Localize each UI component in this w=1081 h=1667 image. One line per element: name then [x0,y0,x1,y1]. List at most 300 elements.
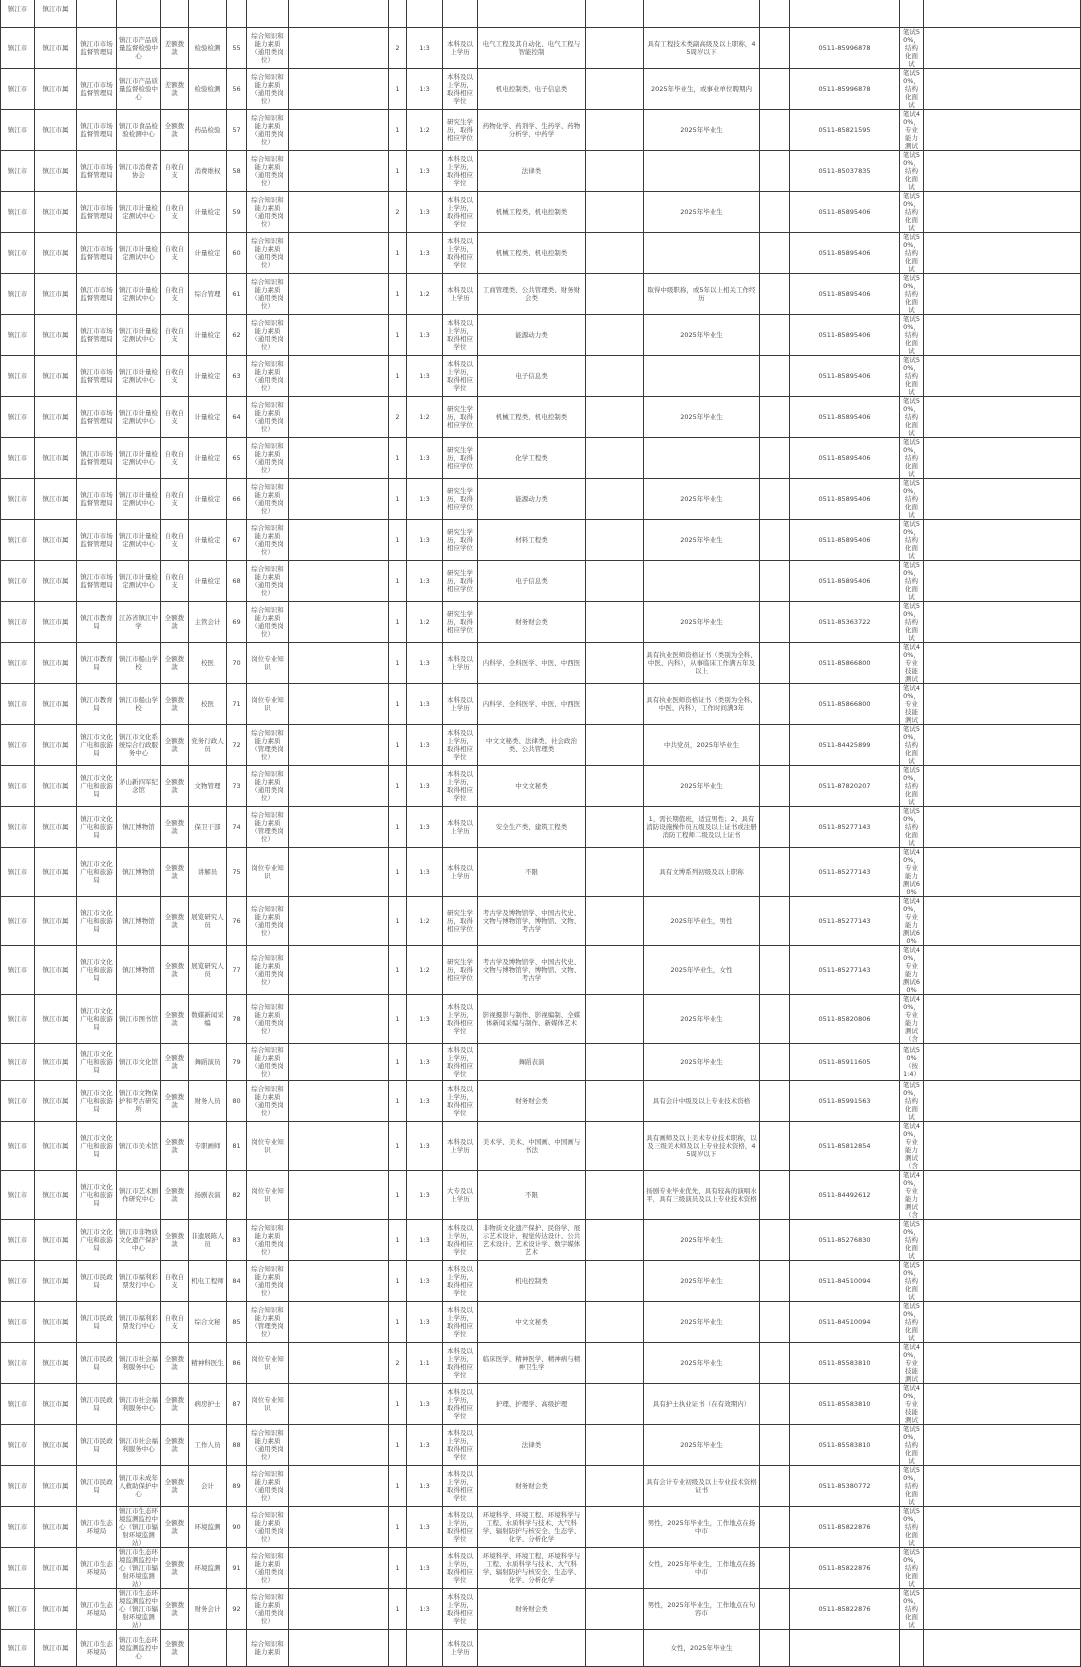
cell-blank-b [586,684,644,725]
cell-major: 机电控制类、电子信息类 [478,69,586,110]
cell-department: 镇江市民政局 [77,1425,117,1466]
cell-unit [117,0,161,28]
cell-count: 1 [389,766,407,807]
cell-exam-subject: 综合知识和能力素质（通用类岗位） [247,766,289,807]
cell-blank-a [289,1171,389,1220]
cell-post-name: 财务会计 [189,1589,227,1630]
cell-contact-phone: 0511-85991563 [790,1081,900,1122]
cell-count: 2 [389,28,407,69]
cell-major: 财务财会类 [478,1081,586,1122]
cell-post-name: 综合文秘 [189,1302,227,1343]
table-row [1,602,1081,643]
cell-blank-c [760,1081,790,1122]
table-row [1,69,1081,110]
cell-major: 舞蹈表演 [478,1044,586,1081]
cell-level: 镇江市属 [35,479,77,520]
cell-level: 镇江市属 [35,1171,77,1220]
cell-funding: 全额拨款 [161,1630,189,1667]
table-row [1,315,1081,356]
cell-unit: 镇江市福利彩票发行中心 [117,1302,161,1343]
cell-major: 中文文秘类、法律类、社会政治类、公共管理类 [478,725,586,766]
cell-contact-phone [790,0,900,28]
cell-other-conditions: 2025年毕业生 [644,479,760,520]
table-row [1,848,1081,897]
cell-department: 镇江市市场监督管理局 [77,315,117,356]
cell-blank-b [586,28,644,69]
cell-post-code: 77 [227,946,247,995]
cell-empty [924,356,1081,397]
cell-major: 能源动力类 [478,315,586,356]
cell-other-conditions: 2025年毕业生，男性 [644,897,760,946]
cell-empty [924,1589,1081,1630]
cell-unit: 镇江市计量检定测试中心 [117,233,161,274]
cell-major [478,0,586,28]
cell-exam-ratio: 笔试50%，结构化面试 [900,1261,924,1302]
cell-major: 临床医学、精神医学、精神病与精神卫生学 [478,1343,586,1384]
cell-funding: 全额拨款 [161,1507,189,1548]
table-row [1,684,1081,725]
cell-funding: 全额拨款 [161,946,189,995]
cell-blank-a [289,1122,389,1171]
cell-post-name: 机电工程师 [189,1261,227,1302]
table-row [1,356,1081,397]
cell-city: 镇江市 [1,1630,35,1667]
cell-post-name: 病房护士 [189,1384,227,1425]
cell-count: 1 [389,520,407,561]
cell-blank-a [289,1466,389,1507]
cell-blank-b [586,233,644,274]
cell-other-conditions: 扬剧专业毕业优先，具有较高的演唱水平，具有三级演员及以上专业技术资格 [644,1171,760,1220]
cell-department: 镇江市生态环境局 [77,1589,117,1630]
cell-count: 1 [389,438,407,479]
cell-empty [924,1630,1081,1667]
cell-ratio: 1:3 [407,1425,443,1466]
cell-education: 本科及以上学历 [443,1122,478,1171]
cell-ratio [407,0,443,28]
cell-level: 镇江市属 [35,397,77,438]
cell-contact-phone: 0511-85277143 [790,946,900,995]
cell-city: 镇江市 [1,1548,35,1589]
table-row [1,1384,1081,1425]
cell-city: 镇江市 [1,684,35,725]
cell-blank-b [586,110,644,151]
cell-major: 影视摄影与制作、影视编制、全媒体新闻采编与制作、新媒体艺术 [478,995,586,1044]
cell-major: 中文文秘类 [478,1302,586,1343]
cell-blank-b [586,1343,644,1384]
cell-post-code: 56 [227,69,247,110]
cell-city: 镇江市 [1,356,35,397]
cell-empty [924,561,1081,602]
cell-post-code: 73 [227,766,247,807]
cell-level: 镇江市属 [35,897,77,946]
cell-blank-c [760,1220,790,1261]
cell-empty [924,1548,1081,1589]
cell-major: 电子信息类 [478,356,586,397]
cell-contact-phone: 0511-85812854 [790,1122,900,1171]
cell-city: 镇江市 [1,151,35,192]
cell-ratio: 1:3 [407,1171,443,1220]
cell-city: 镇江市 [1,807,35,848]
cell-count: 1 [389,897,407,946]
cell-other-conditions: 2025年毕业生 [644,995,760,1044]
cell-blank-a [289,356,389,397]
cell-funding: 全额拨款 [161,602,189,643]
cell-empty [924,643,1081,684]
cell-city: 镇江市 [1,438,35,479]
cell-exam-subject: 综合知识和能力素质（管理类岗位） [247,807,289,848]
cell-other-conditions: 取得中级职称，或5年以上相关工作经历 [644,274,760,315]
cell-empty [924,766,1081,807]
cell-department: 镇江市文化广电和旅游局 [77,1171,117,1220]
cell-level: 镇江市属 [35,0,77,28]
cell-exam-ratio: 笔试40%，专业能力测试（含 [900,995,924,1044]
cell-blank-c [760,995,790,1044]
cell-blank-a [289,684,389,725]
cell-post-code: 84 [227,1261,247,1302]
cell-level: 镇江市属 [35,1425,77,1466]
cell-department: 镇江市文化广电和旅游局 [77,995,117,1044]
cell-ratio: 1:2 [407,946,443,995]
cell-other-conditions: 具有工程技术类副高级及以上职称，45周岁以下 [644,28,760,69]
cell-ratio: 1:3 [407,1220,443,1261]
cell-unit: 镇江市计量检定测试中心 [117,479,161,520]
cell-ratio: 1:3 [407,192,443,233]
cell-contact-phone: 0511-85363722 [790,602,900,643]
cell-blank-c [760,438,790,479]
cell-funding: 自收自支 [161,192,189,233]
cell-blank-b [586,1466,644,1507]
cell-empty [924,274,1081,315]
cell-count: 1 [389,479,407,520]
cell-post-name: 计量检定 [189,233,227,274]
cell-contact-phone: 0511-85583810 [790,1425,900,1466]
cell-post-name: 非遗展陈人员 [189,1220,227,1261]
table-row [1,1081,1081,1122]
cell-post-name: 主管会计 [189,602,227,643]
cell-education: 本科及以上学历，取得相应学位 [443,1081,478,1122]
cell-city: 镇江市 [1,1466,35,1507]
cell-ratio: 1:3 [407,479,443,520]
table-row [1,1466,1081,1507]
table-row [1,479,1081,520]
cell-city: 镇江市 [1,561,35,602]
cell-funding: 全额拨款 [161,766,189,807]
cell-count: 1 [389,356,407,397]
cell-blank-c [760,643,790,684]
cell-post-name: 财务人员 [189,1081,227,1122]
cell-level: 镇江市属 [35,995,77,1044]
cell-blank-a [289,766,389,807]
cell-empty [924,1384,1081,1425]
cell-other-conditions: 2025年毕业生 [644,315,760,356]
cell-education: 本科及以上学历 [443,1630,478,1667]
cell-level: 镇江市属 [35,1261,77,1302]
cell-empty [924,1343,1081,1384]
cell-funding: 差额拨款 [161,69,189,110]
cell-blank-c [760,1630,790,1667]
cell-exam-ratio: 笔试50%，结构化面试 [900,1425,924,1466]
cell-education: 本科及以上学历 [443,28,478,69]
cell-funding: 全额拨款 [161,1589,189,1630]
cell-post-name: 环境监测 [189,1548,227,1589]
cell-contact-phone: 0511-85895406 [790,520,900,561]
cell-post-name: 综合管理 [189,274,227,315]
cell-city: 镇江市 [1,643,35,684]
cell-unit: 镇江市生态环境监测监控中心（镇江市辐射环境监测站） [117,1548,161,1589]
cell-city: 镇江市 [1,0,35,28]
cell-other-conditions [644,438,760,479]
cell-blank-c [760,192,790,233]
cell-other-conditions: 2025年毕业生 [644,1261,760,1302]
cell-blank-a [289,1507,389,1548]
cell-funding: 全额拨款 [161,1466,189,1507]
cell-other-conditions: 2025年毕业生 [644,602,760,643]
cell-ratio: 1:2 [407,397,443,438]
cell-contact-phone: 0511-84510094 [790,1261,900,1302]
cell-contact-phone: 0511-85821595 [790,110,900,151]
cell-major: 中文文秘类 [478,766,586,807]
cell-department: 镇江市民政局 [77,1466,117,1507]
cell-education: 研究生学历，取得相应学位 [443,397,478,438]
cell-blank-c [760,397,790,438]
cell-post-code: 62 [227,315,247,356]
cell-post-name: 检验检测 [189,69,227,110]
cell-count [389,1630,407,1667]
cell-blank-b [586,995,644,1044]
cell-ratio: 1:2 [407,602,443,643]
cell-exam-ratio: 笔试50%，结构化面试 [900,479,924,520]
cell-blank-b [586,946,644,995]
cell-major: 财务财会类 [478,1466,586,1507]
cell-blank-b [586,438,644,479]
cell-exam-subject: 综合知识和能力素质（通用类岗位） [247,1548,289,1589]
cell-count: 2 [389,1343,407,1384]
cell-level: 镇江市属 [35,1081,77,1122]
cell-unit: 镇江市计量检定测试中心 [117,274,161,315]
table-row [1,520,1081,561]
cell-department [77,0,117,28]
table-row [1,1261,1081,1302]
cell-blank-a [289,315,389,356]
cell-ratio: 1:2 [407,110,443,151]
cell-blank-b [586,520,644,561]
cell-blank-c [760,520,790,561]
cell-ratio: 1:3 [407,233,443,274]
cell-blank-a [289,192,389,233]
cell-major: 环境科学、环境工程、环境科学与工程、水质科学与技术、大气科学、辐射防护与核安全、生态学、化学、分析化学 [478,1507,586,1548]
cell-blank-a [289,1425,389,1466]
cell-other-conditions: 2025年毕业生 [644,1044,760,1081]
cell-exam-ratio: 笔试50%，结构化面试 [900,1466,924,1507]
table-row [1,274,1081,315]
cell-exam-ratio: 笔试50%，结构化面试 [900,766,924,807]
cell-funding: 自收自支 [161,356,189,397]
cell-department: 镇江市教育局 [77,643,117,684]
cell-post-code: 67 [227,520,247,561]
cell-exam-ratio: 笔试50%，结构化面试 [900,1507,924,1548]
table-row [1,151,1081,192]
cell-exam-subject: 综合知识和能力素质（通用类岗位） [247,315,289,356]
cell-major: 财务财会类 [478,602,586,643]
cell-funding: 全额拨款 [161,1384,189,1425]
cell-exam-ratio: 笔试40%，专业能力测试（含 [900,1171,924,1220]
cell-major: 美术学、美术、中国画、中国画与书法 [478,1122,586,1171]
cell-other-conditions [644,233,760,274]
cell-major: 机电控制类 [478,1261,586,1302]
cell-funding: 自收自支 [161,438,189,479]
cell-post-code: 70 [227,643,247,684]
cell-empty [924,479,1081,520]
cell-post-code: 92 [227,1589,247,1630]
cell-post-code: 68 [227,561,247,602]
cell-empty [924,397,1081,438]
cell-funding: 全额拨款 [161,1081,189,1122]
cell-education: 研究生学历，取得相应学位 [443,897,478,946]
cell-funding: 全额拨款 [161,1044,189,1081]
cell-department: 镇江市文化广电和旅游局 [77,848,117,897]
cell-level: 镇江市属 [35,192,77,233]
cell-empty [924,233,1081,274]
cell-exam-subject: 综合知识和能力素质（通用类岗位） [247,69,289,110]
cell-department: 镇江市文化广电和旅游局 [77,766,117,807]
cell-education: 研究生学历，取得相应学位 [443,520,478,561]
cell-level: 镇江市属 [35,1302,77,1343]
cell-contact-phone [790,1630,900,1667]
cell-contact-phone: 0511-85380772 [790,1466,900,1507]
cell-exam-subject: 综合知识和能力素质（通用类岗位） [247,946,289,995]
cell-exam-subject: 综合知识和能力素质（通用类岗位） [247,274,289,315]
cell-empty [924,192,1081,233]
cell-post-code: 64 [227,397,247,438]
cell-level: 镇江市属 [35,274,77,315]
cell-exam-subject: 综合知识和能力素质 [247,1630,289,1667]
cell-unit: 茅山新四军纪念馆 [117,766,161,807]
cell-exam-subject: 岗位专业知识 [247,1384,289,1425]
cell-other-conditions: 具有护士执业证书（在有效期内） [644,1384,760,1425]
cell-post-name: 计量检定 [189,561,227,602]
cell-city: 镇江市 [1,848,35,897]
cell-post-code: 90 [227,1507,247,1548]
cell-department: 镇江市市场监督管理局 [77,274,117,315]
cell-empty [924,1122,1081,1171]
cell-funding: 差额拨款 [161,28,189,69]
cell-unit: 镇江市船山学校 [117,643,161,684]
cell-blank-c [760,807,790,848]
cell-education: 研究生学历，取得相应学位 [443,602,478,643]
cell-empty [924,1425,1081,1466]
cell-other-conditions: 女性，2025年毕业生 [644,1630,760,1667]
table-row [1,1302,1081,1343]
cell-blank-b [586,479,644,520]
cell-exam-ratio: 笔试50%，结构化面试 [900,807,924,848]
cell-unit: 镇江市船山学校 [117,684,161,725]
cell-exam-ratio: 笔试50%，结构化面试 [900,1589,924,1630]
cell-exam-subject: 岗位专业知识 [247,1122,289,1171]
cell-education: 本科及以上学历，取得相应学位 [443,1425,478,1466]
cell-blank-a [289,274,389,315]
cell-funding: 自收自支 [161,151,189,192]
cell-other-conditions [644,151,760,192]
cell-exam-subject [247,0,289,28]
cell-exam-subject: 岗位专业知识 [247,1343,289,1384]
cell-blank-b [586,807,644,848]
table-body [1,0,1081,1667]
cell-level: 镇江市属 [35,356,77,397]
cell-post-name: 计量检定 [189,192,227,233]
cell-exam-ratio: 笔试50%，结构化面试 [900,274,924,315]
cell-exam-ratio: 笔试40%，专业技能测试 [900,1343,924,1384]
cell-exam-ratio: 笔试40%，专业技能测试 [900,643,924,684]
cell-department: 镇江市民政局 [77,1384,117,1425]
cell-funding: 全额拨款 [161,110,189,151]
cell-post-name: 精神科医生 [189,1343,227,1384]
cell-major: 机械工程类、机电控制类 [478,397,586,438]
cell-level: 镇江市属 [35,1630,77,1667]
cell-contact-phone: 0511-85277143 [790,897,900,946]
cell-blank-a [289,28,389,69]
cell-level: 镇江市属 [35,561,77,602]
cell-education: 本科及以上学历，取得相应学位 [443,1466,478,1507]
cell-blank-b [586,151,644,192]
cell-department: 镇江市文化广电和旅游局 [77,1081,117,1122]
cell-major: 财务财会类 [478,1589,586,1630]
cell-post-code: 89 [227,1466,247,1507]
cell-education: 本科及以上学历，取得相应学位 [443,151,478,192]
cell-funding: 自收自支 [161,561,189,602]
cell-blank-b [586,848,644,897]
cell-blank-c [760,684,790,725]
cell-exam-ratio: 笔试40%，专业能力测试（含 [900,1122,924,1171]
cell-ratio: 1:3 [407,520,443,561]
cell-level: 镇江市属 [35,438,77,479]
cell-post-code: 72 [227,725,247,766]
cell-contact-phone: 0511-84510094 [790,1302,900,1343]
cell-ratio: 1:3 [407,28,443,69]
cell-post-name: 保卫干部 [189,807,227,848]
cell-ratio: 1:3 [407,766,443,807]
cell-major: 考古学及博物馆学、中国古代史、文物与博物馆学、博物馆、文物、考古学 [478,946,586,995]
cell-education: 本科及以上学历，取得相应学位 [443,1589,478,1630]
cell-blank-a [289,643,389,684]
cell-exam-ratio: 笔试50%，结构化面试 [900,1548,924,1589]
cell-count: 1 [389,807,407,848]
cell-blank-a [289,69,389,110]
cell-major: 不限 [478,1171,586,1220]
cell-exam-subject: 综合知识和能力素质（管理类岗位） [247,1302,289,1343]
cell-level: 镇江市属 [35,1343,77,1384]
table-row [1,1343,1081,1384]
cell-exam-subject: 综合知识和能力素质（通用类岗位） [247,561,289,602]
cell-blank-a [289,602,389,643]
cell-unit: 镇江市非物质文化遗产保护中心 [117,1220,161,1261]
cell-education: 本科及以上学历，取得相应学位 [443,725,478,766]
cell-post-code: 58 [227,151,247,192]
cell-other-conditions: 男性，2025年毕业生，工作地点在句容市 [644,1589,760,1630]
cell-major: 药物化学、药剂学、生药学、药物分析学、中药学 [478,110,586,151]
cell-contact-phone: 0511-85822876 [790,1548,900,1589]
cell-department: 镇江市教育局 [77,602,117,643]
cell-department: 镇江市文化广电和旅游局 [77,807,117,848]
table-row [1,995,1081,1044]
cell-count: 1 [389,274,407,315]
cell-unit: 镇江市美术馆 [117,1122,161,1171]
cell-blank-b [586,1081,644,1122]
cell-blank-a [289,1261,389,1302]
cell-count: 1 [389,1220,407,1261]
cell-contact-phone: 0511-85895406 [790,233,900,274]
cell-post-code: 66 [227,479,247,520]
cell-education: 本科及以上学历，取得相应学位 [443,1044,478,1081]
